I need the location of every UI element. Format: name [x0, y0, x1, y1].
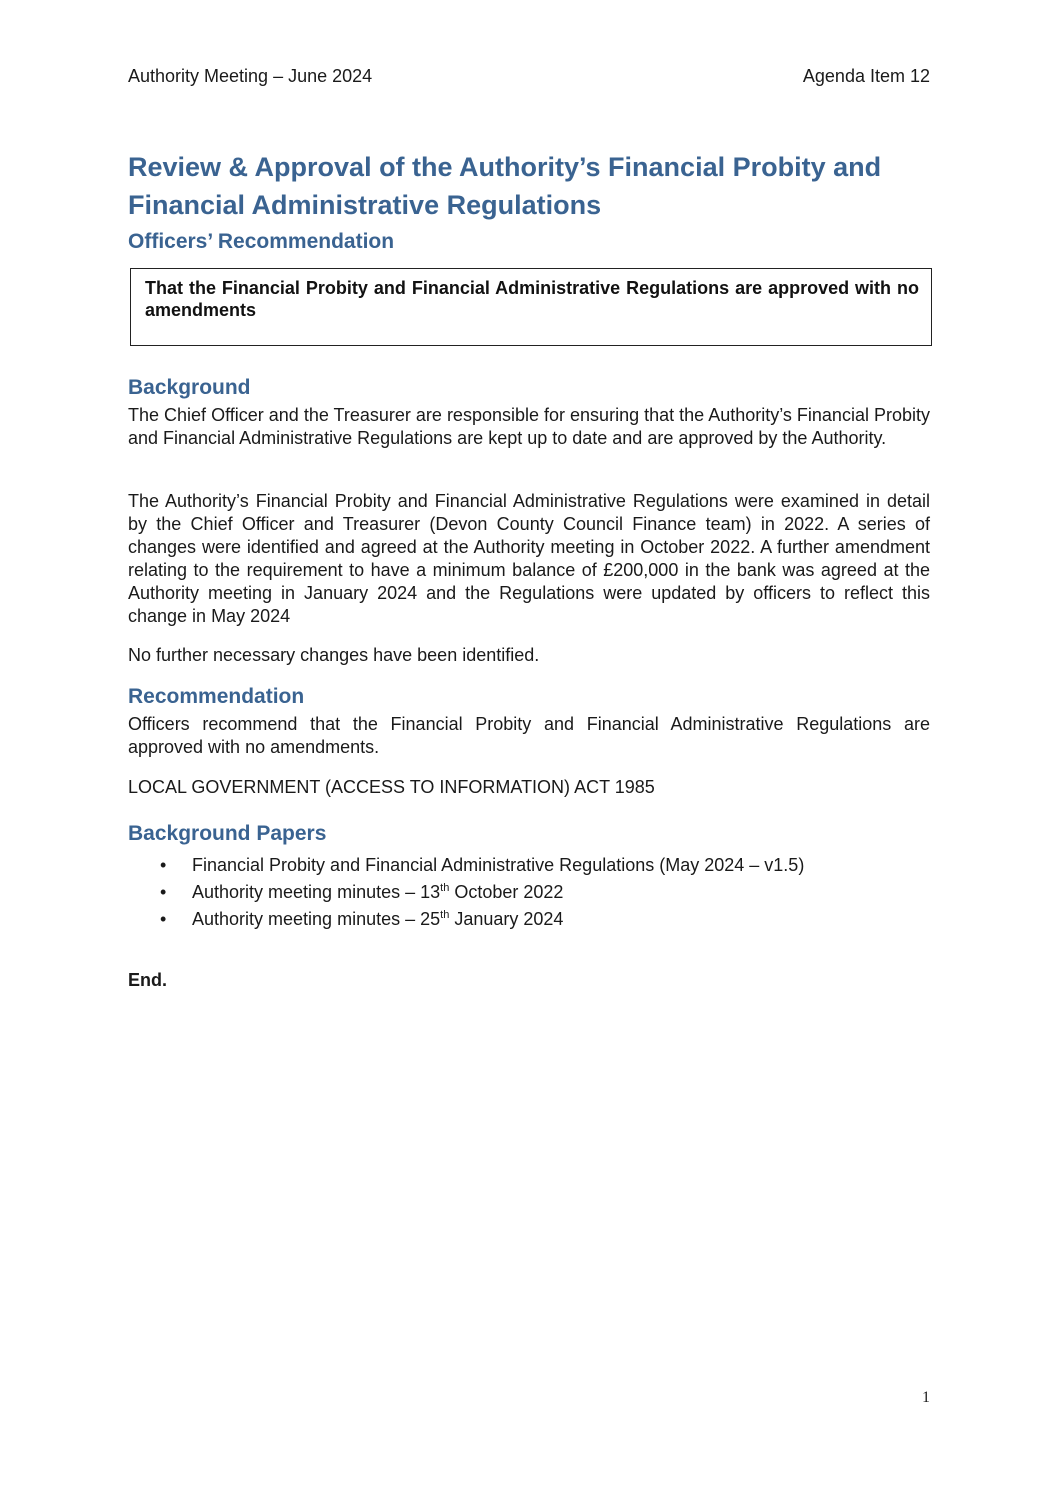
act-reference: LOCAL GOVERNMENT (ACCESS TO INFORMATION) ACT 1985: [128, 777, 655, 797]
recommendation-box: That the Financial Probity and Financial Administrative Regulations are approved with no amendments: [130, 268, 932, 346]
list-item: [128, 906, 930, 933]
header-meeting-title: Authority Meeting – June 2024: [128, 66, 373, 86]
list-item-text-end: October 2022: [449, 882, 564, 902]
header-agenda-item: Agenda Item 12: [802, 66, 930, 86]
document-page: [128, 0, 930, 1497]
bullet-icon: •: [160, 909, 167, 929]
list-item-text: Authority meeting minutes – 13: [192, 882, 441, 902]
list-item-text-end: January 2024: [449, 909, 564, 929]
list-item: [128, 852, 930, 879]
recommendation-paragraph: Officers recommend that the Financial Probity and Financial Administrative Regulations are approved with no amendments.: [128, 714, 930, 757]
list-item-text: Authority meeting minutes – 25: [192, 909, 441, 929]
background-papers-heading: Background Papers: [128, 822, 327, 845]
background-paragraph-3: No further necessary changes have been identified.: [128, 645, 540, 665]
officers-recommendation-heading: Officers’ Recommendation: [128, 230, 395, 253]
background-paragraph-2: The Authority’s Financial Probity and Financial Administrative Regulations were examined in detail by the Chief Officer and Treasurer (Devon County Council Finance team) in 2022. A series of changes were identified and agreed at the Authority meeting in October 2022. A further amendment relating to the requirement to have a minimum balance of £200,000 in the bank was agreed at the Authority meeting in January 2024 and the Regulations were updated by officers to reflect this change in May 2024: [128, 491, 930, 626]
background-papers-list: [128, 852, 930, 933]
background-paragraph-1: The Chief Officer and the Treasurer are responsible for ensuring that the Authority’s Financial Probity and Financial Administrative Regulations are kept up to date and are approved by the Authority.: [128, 405, 930, 448]
list-item-text: Financial Probity and Financial Administrative Regulations (May 2024 – v1.5): [192, 855, 805, 875]
bullet-icon: •: [160, 882, 167, 902]
document-title: Review & Approval of the Authority’s Financial Probity and Financial Administrative Regulations: [128, 152, 882, 220]
ordinal-suffix: th: [440, 882, 450, 894]
background-heading: Background: [128, 376, 251, 399]
ordinal-suffix: th: [440, 909, 450, 921]
bullet-icon: •: [160, 855, 167, 875]
recommendation-heading: Recommendation: [128, 685, 305, 708]
list-item: [128, 879, 930, 906]
end-marker: End.: [128, 970, 167, 990]
page-number: 1: [922, 1389, 930, 1406]
page-header: [128, 64, 930, 88]
